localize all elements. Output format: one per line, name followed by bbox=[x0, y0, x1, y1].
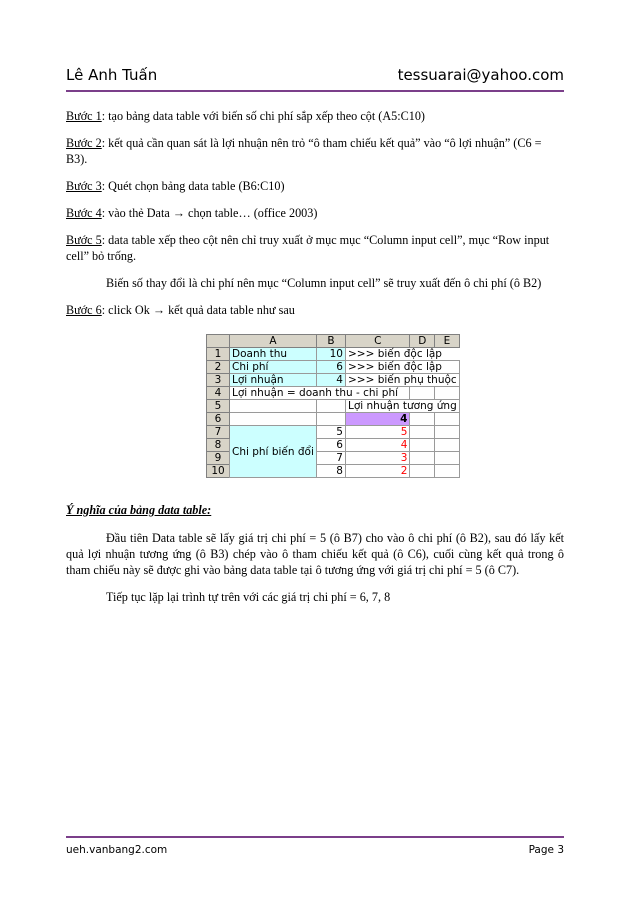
cell-d7 bbox=[410, 426, 435, 439]
row-header: 8 bbox=[207, 439, 230, 452]
data-table-sheet bbox=[206, 334, 460, 478]
step-text: : Quét chọn bảng data table (B6:C10) bbox=[101, 179, 285, 193]
spreadsheet-screenshot bbox=[206, 334, 564, 478]
author-email: tessuarai@yahoo.com bbox=[397, 66, 564, 84]
page-number: Page 3 bbox=[528, 844, 564, 856]
step-label: Bước 3 bbox=[66, 179, 102, 193]
cell-a2: Chi phí bbox=[230, 361, 317, 374]
column-header: E bbox=[435, 335, 460, 348]
cell-e6 bbox=[435, 413, 460, 426]
cell-d9 bbox=[410, 452, 435, 465]
cell-b6 bbox=[316, 413, 345, 426]
step-5-note: Biến số thay đổi là chi phí nên mục “Column input cell” sẽ truy xuất đến ô chi phí (ô B2) bbox=[106, 276, 542, 290]
column-header: B bbox=[316, 335, 345, 348]
step-text: : tạo bảng data table với biến số chi phí sắp xếp theo cột (A5:C10) bbox=[101, 109, 425, 123]
section-title: Ý nghĩa của bảng data table: bbox=[66, 503, 212, 517]
row-header: 7 bbox=[207, 426, 230, 439]
cell-e8 bbox=[435, 439, 460, 452]
cell-c1: >>> biến độc lập bbox=[345, 348, 459, 361]
step-text: : vào thẻ Data → chọn table… (office 2003) bbox=[101, 206, 318, 220]
step-text: : click Ok → kết quả data table như sau bbox=[101, 303, 295, 317]
step-label: Bước 5 bbox=[66, 233, 102, 247]
cell-d6 bbox=[410, 413, 435, 426]
cell-c10: 2 bbox=[345, 465, 410, 478]
cell-c2: >>> biến độc lập bbox=[345, 361, 459, 374]
cell-c7: 5 bbox=[345, 426, 410, 439]
cell-a7: Chi phí biến đổi bbox=[230, 426, 317, 478]
cell-b7: 5 bbox=[316, 426, 345, 439]
meaning-paragraph-1: Đầu tiên Data table sẽ lấy giá trị chi phí = 5 (ô B7) cho vào ô chi phí (ô B2), sau đó lấy kết quả lợi nhuận tương ứng (ô B3) chép vào ô tham chiếu kết quả (ô C6), cuối cùng kết quả trong ô tham chiếu này sẽ được ghi vào bảng data table tại ô tương ứng với giá trị chi phí = 5 (ô C7). bbox=[66, 531, 564, 577]
cell-b5 bbox=[316, 400, 345, 413]
document-body bbox=[66, 108, 564, 616]
column-header: C bbox=[345, 335, 410, 348]
cell-e9 bbox=[435, 452, 460, 465]
step-label: Bước 6 bbox=[66, 303, 102, 317]
column-header: D bbox=[410, 335, 435, 348]
cell-a6 bbox=[230, 413, 317, 426]
cell-b10: 8 bbox=[316, 465, 345, 478]
cell-d4 bbox=[410, 387, 435, 400]
cell-e4 bbox=[435, 387, 460, 400]
cell-c5: Lợi nhuận tương ứng bbox=[345, 400, 459, 413]
cell-e7 bbox=[435, 426, 460, 439]
cell-b8: 6 bbox=[316, 439, 345, 452]
cell-c9: 3 bbox=[345, 452, 410, 465]
row-header: 3 bbox=[207, 374, 230, 387]
cell-a4: Lợi nhuận = doanh thu - chi phí bbox=[230, 387, 410, 400]
cell-c3: >>> biến phụ thuộc bbox=[345, 374, 459, 387]
cell-a5 bbox=[230, 400, 317, 413]
step-3 bbox=[66, 178, 564, 194]
meaning-paragraph-2: Tiếp tục lặp lại trình tự trên với các giá trị chi phí = 6, 7, 8 bbox=[106, 590, 391, 604]
row-header: 5 bbox=[207, 400, 230, 413]
cell-b9: 7 bbox=[316, 452, 345, 465]
row-header: 10 bbox=[207, 465, 230, 478]
step-label: Bước 1 bbox=[66, 109, 102, 123]
row-header: 6 bbox=[207, 413, 230, 426]
row-header: 9 bbox=[207, 452, 230, 465]
row-header: 1 bbox=[207, 348, 230, 361]
cell-b1: 10 bbox=[316, 348, 345, 361]
cell-b3: 4 bbox=[316, 374, 345, 387]
cell-d8 bbox=[410, 439, 435, 452]
step-5 bbox=[66, 232, 564, 264]
step-2 bbox=[66, 135, 564, 167]
footer-site: ueh.vanbang2.com bbox=[66, 844, 168, 856]
column-header: A bbox=[230, 335, 317, 348]
cell-a1: Doanh thu bbox=[230, 348, 317, 361]
cell-c6: 4 bbox=[345, 413, 410, 426]
cell-b2: 6 bbox=[316, 361, 345, 374]
row-header: 2 bbox=[207, 361, 230, 374]
page-footer bbox=[66, 836, 564, 856]
step-4 bbox=[66, 205, 564, 221]
step-text: : kết quả cần quan sát là lợi nhuận nên trỏ “ô tham chiếu kết quả” vào “ô lợi nhuận” (C6 = B3). bbox=[66, 136, 542, 166]
row-header: 4 bbox=[207, 387, 230, 400]
cell-e10 bbox=[435, 465, 460, 478]
author-name: Lê Anh Tuấn bbox=[66, 66, 158, 84]
cell-a3: Lợi nhuận bbox=[230, 374, 317, 387]
step-6 bbox=[66, 302, 564, 318]
corner-cell bbox=[207, 335, 230, 348]
step-label: Bước 2 bbox=[66, 136, 102, 150]
step-label: Bước 4 bbox=[66, 206, 102, 220]
cell-d10 bbox=[410, 465, 435, 478]
cell-c8: 4 bbox=[345, 439, 410, 452]
step-text: : data table xếp theo cột nên chỉ truy xuất ở mục mục “Column input cell”, mục “Row input cell” bỏ trống. bbox=[66, 233, 550, 263]
step-1 bbox=[66, 108, 564, 124]
page-header bbox=[66, 64, 564, 92]
